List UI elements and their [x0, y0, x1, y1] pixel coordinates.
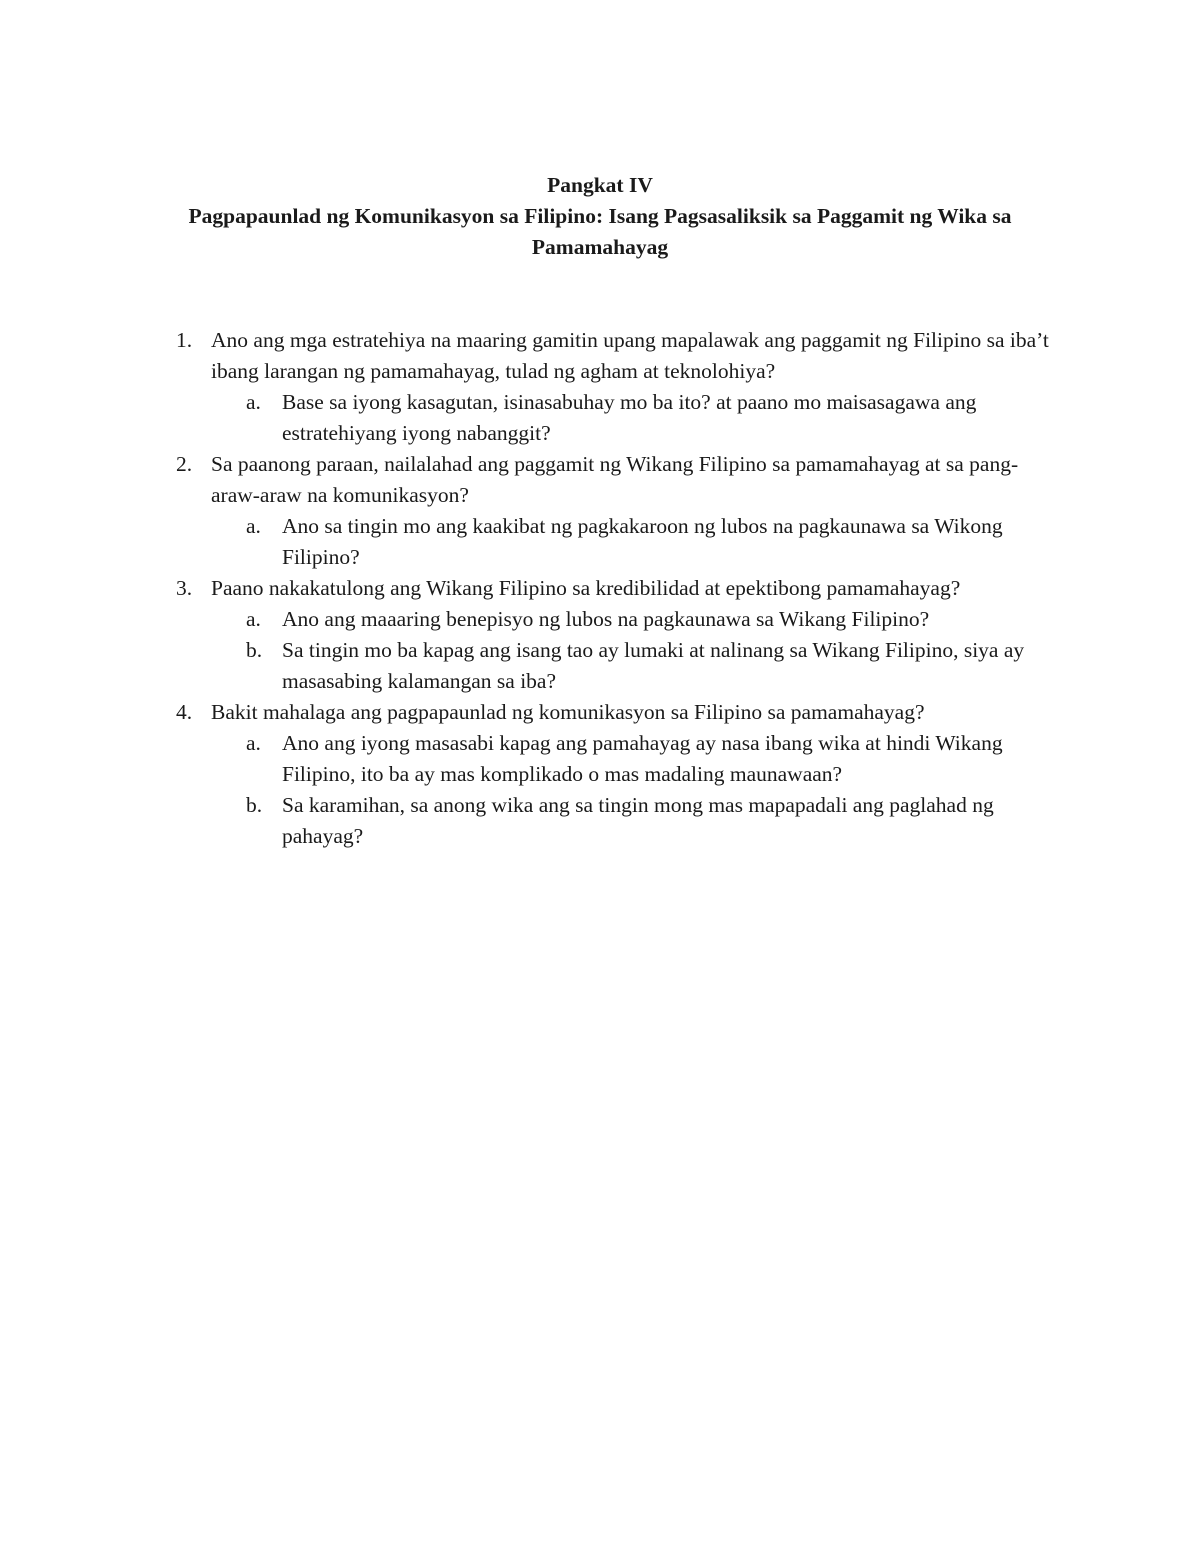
document-title-line-1: Pagpapaunlad ng Komunikasyon sa Filipino: Isang Pagsasaliksik sa Paggamit ng Wika sa: [188, 204, 1012, 228]
question-item: [0, 573, 1200, 604]
sub-question-letter: a.: [246, 607, 261, 631]
sub-question-letter: b.: [246, 638, 263, 662]
sub-question-text: Sa karamihan, sa anong wika ang sa tingin mong mas mapapadali ang paglahad ng pahayag?: [282, 793, 994, 848]
question-number: 1.: [176, 328, 193, 352]
sub-question-item: [0, 790, 1200, 852]
question-item: [0, 697, 1200, 728]
sub-question-item: [0, 511, 1200, 573]
question-item: [0, 449, 1200, 511]
question-text: Sa paanong paraan, nailalahad ang paggamit ng Wikang Filipino sa pamamahayag at sa pang-araw-araw na komunikasyon?: [211, 452, 1019, 507]
question-number: 2.: [176, 452, 193, 476]
question-text: Bakit mahalaga ang pagpapaunlad ng komunikasyon sa Filipino sa pamamahayag?: [211, 700, 925, 724]
question-item: [0, 325, 1200, 387]
question-text: Ano ang mga estratehiya na maaring gamitin upang mapalawak ang paggamit ng Filipino sa iba’t ibang larangan ng pamamahayag, tulad ng agham at teknolohiya?: [211, 328, 1049, 383]
question-number: 3.: [176, 576, 193, 600]
sub-question-item: [0, 387, 1200, 449]
question-list: [0, 325, 1200, 852]
document-title-line-2: Pamamahayag: [531, 235, 669, 259]
sub-question-item: [0, 728, 1200, 790]
sub-question-text: Base sa iyong kasagutan, isinasabuhay mo ba ito? at paano mo maisasagawa ang estratehiyang iyong nabanggit?: [282, 390, 977, 445]
sub-question-letter: b.: [246, 793, 263, 817]
sub-question-text: Ano sa tingin mo ang kaakibat ng pagkakaroon ng lubos na pagkaunawa sa Wikong Filipino?: [282, 514, 1003, 569]
sub-question-letter: a.: [246, 731, 261, 755]
document-header: [140, 170, 1060, 263]
sub-question-text: Ano ang iyong masasabi kapag ang pamahayag ay nasa ibang wika at hindi Wikang Filipino, ito ba ay mas komplikado o mas madaling maunawaan?: [282, 731, 1003, 786]
sub-question-item: [0, 635, 1200, 697]
sub-question-text: Ano ang maaaring benepisyo ng lubos na pagkaunawa sa Wikang Filipino?: [282, 607, 930, 631]
question-number: 4.: [176, 700, 193, 724]
sub-question-letter: a.: [246, 390, 261, 414]
sub-question-text: Sa tingin mo ba kapag ang isang tao ay lumaki at nalinang sa Wikang Filipino, siya ay masasabing kalamangan sa iba?: [282, 638, 1025, 693]
question-text: Paano nakakatulong ang Wikang Filipino sa kredibilidad at epektibong pamamahayag?: [211, 576, 961, 600]
group-label: Pangkat IV: [547, 173, 653, 197]
sub-question-item: [0, 604, 1200, 635]
sub-question-letter: a.: [246, 514, 261, 538]
